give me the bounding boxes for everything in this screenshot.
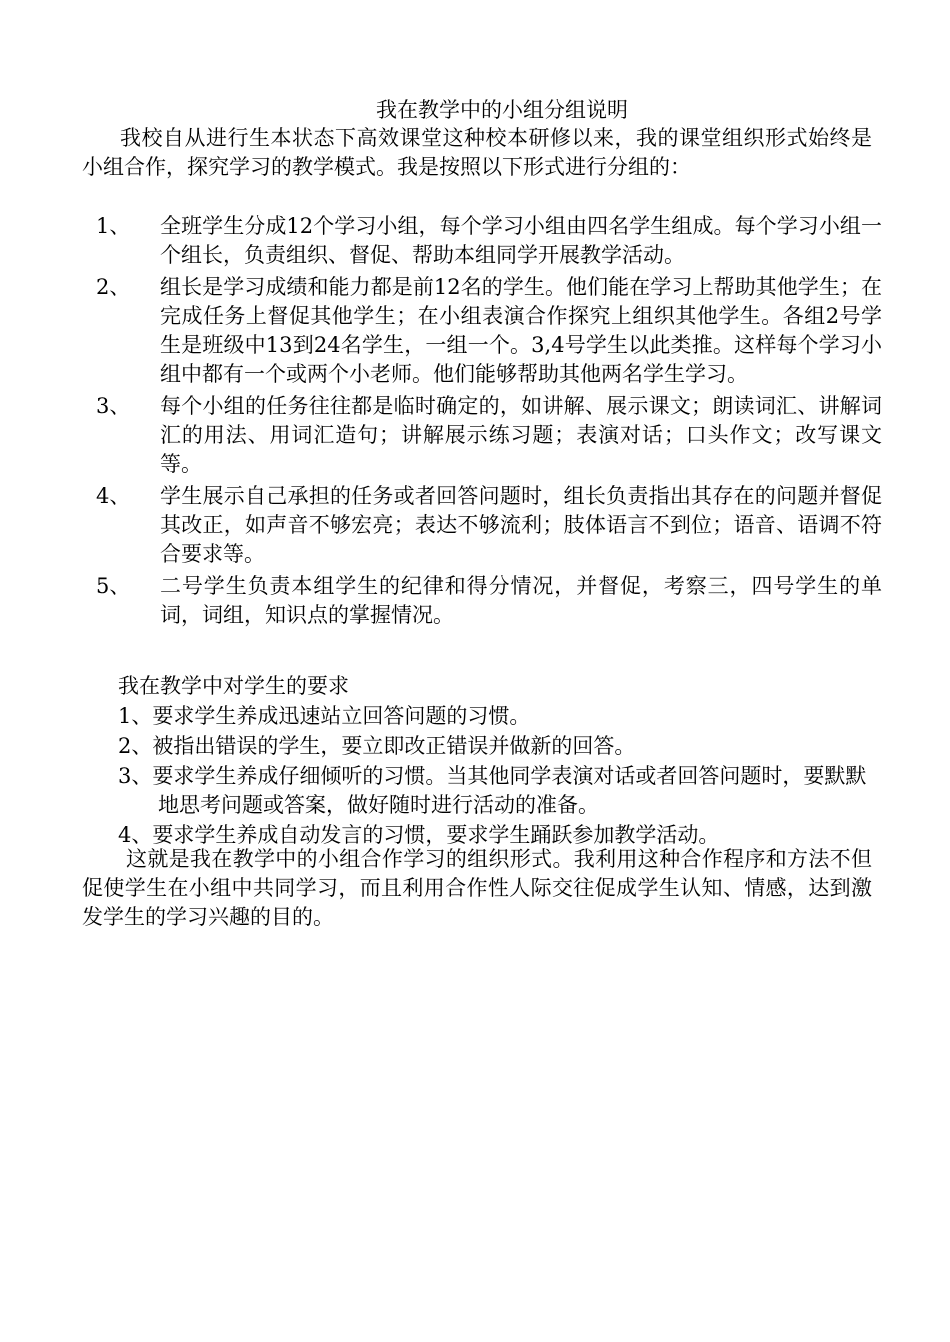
list-item-text: 二号学生负责本组学生的纪律和得分情况，并督促，考察三，四号学生的单词，词组，知识点的掌握情况。 bbox=[160, 574, 882, 627]
requirements-heading: 我在教学中对学生的要求 bbox=[118, 674, 349, 698]
list-item bbox=[82, 572, 882, 630]
requirement-item: 4、要求学生养成自动发言的习惯，要求学生踊跃参加教学活动。 bbox=[118, 823, 720, 847]
requirement-item: 1、要求学生养成迅速站立回答问题的习惯。 bbox=[118, 704, 531, 728]
list-item-text: 组长是学习成绩和能力都是前12名的学生。他们能在学习上帮助其他学生；在完成任务上督促其他学生；在小组表演合作探究上组织其他学生。各组2号学生是班级中13到24名学生，一组一个。3,4号学生以此类推。这样每个学习小组中都有一个或两个小老师。他们能够帮助其他两名学生学习。 bbox=[160, 275, 882, 386]
list-item bbox=[82, 212, 882, 270]
list-item-marker: 4、 bbox=[96, 484, 131, 508]
requirement-item: 3、要求学生养成仔细倾听的习惯。当其他同学表演对话或者回答问题时，要默默地思考问题或答案，做好随时进行活动的准备。 bbox=[118, 764, 867, 817]
list-item bbox=[82, 482, 882, 569]
list-item bbox=[82, 273, 882, 389]
intro-paragraph: 我校自从进行生本状态下高效课堂这种校本研修以来，我的课堂组织形式始终是小组合作，探究学习的教学模式。我是按照以下形式进行分组的： bbox=[82, 126, 872, 179]
document-title: 我在教学中的小组分组说明 bbox=[376, 98, 628, 122]
list-item-marker: 5、 bbox=[96, 574, 131, 598]
list-item-marker: 3、 bbox=[96, 394, 131, 418]
list-item-marker: 2、 bbox=[96, 275, 131, 299]
list-item-marker: 1、 bbox=[96, 214, 131, 238]
requirements-list bbox=[118, 702, 878, 851]
grouping-list bbox=[82, 212, 882, 633]
list-item-text: 每个小组的任务往往都是临时确定的，如讲解、展示课文；朗读词汇、讲解词汇的用法、用词汇造句；讲解展示练习题；表演对话；口头作文；改写课文等。 bbox=[160, 394, 882, 476]
list-item bbox=[82, 392, 882, 479]
requirement-item: 2、被指出错误的学生，要立即改正错误并做新的回答。 bbox=[118, 734, 636, 758]
closing-paragraph: 这就是我在教学中的小组合作学习的组织形式。我利用这种合作程序和方法不但促使学生在小组中共同学习，而且利用合作性人际交往促成学生认知、情感，达到激发学生的学习兴趣的目的。 bbox=[82, 847, 872, 929]
list-item-text: 全班学生分成12个学习小组，每个学习小组由四名学生组成。每个学习小组一个组长，负责组织、督促、帮助本组同学开展教学活动。 bbox=[160, 214, 882, 267]
list-item-text: 学生展示自己承担的任务或者回答问题时，组长负责指出其存在的问题并督促其改正，如声音不够宏亮；表达不够流利；肢体语言不到位；语音、语调不符合要求等。 bbox=[160, 484, 882, 566]
